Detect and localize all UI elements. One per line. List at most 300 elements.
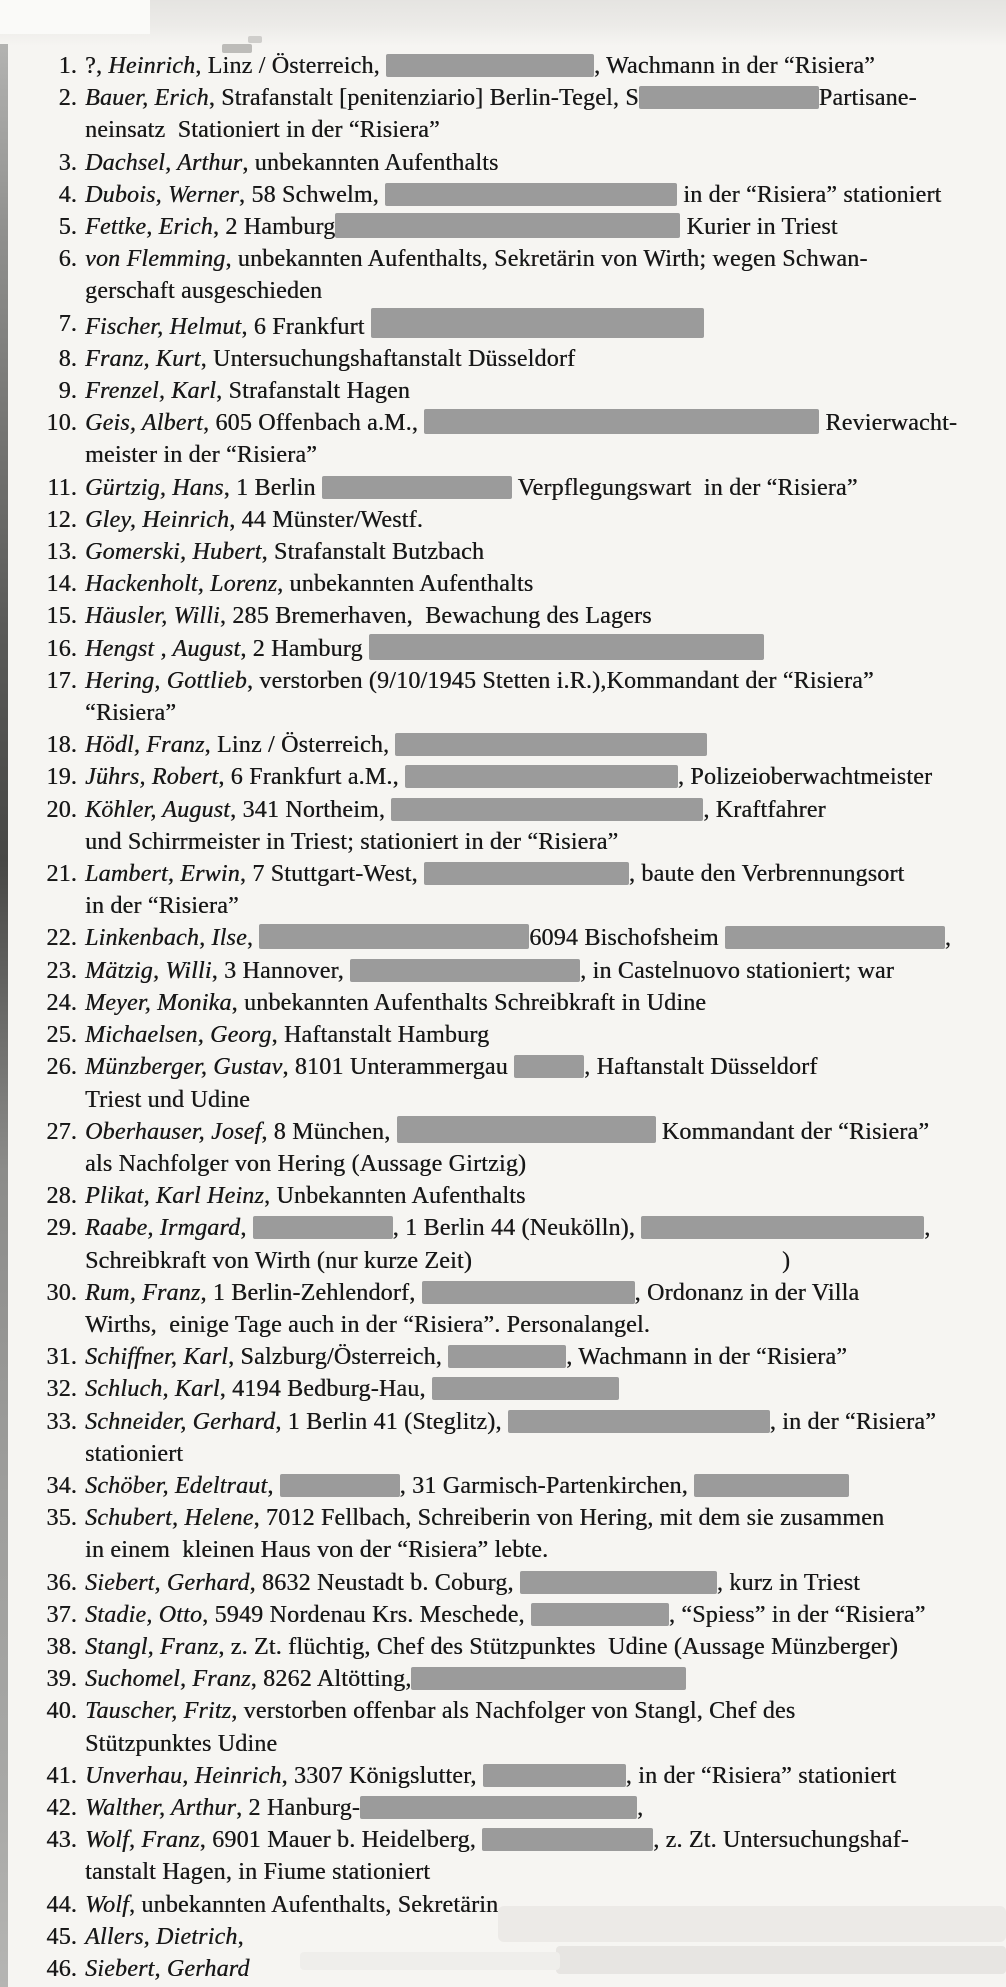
list-item — [33, 407, 998, 471]
entry-text-segment: , 44 Münster/Westf. — [229, 506, 423, 533]
redaction-box — [395, 733, 707, 756]
list-item — [33, 1019, 998, 1051]
entry-text-segment: , Salzburg/Österreich, — [228, 1344, 449, 1371]
person-name: Jührs, Robert — [85, 764, 219, 791]
list-item — [33, 1631, 998, 1663]
entry-number: 36. — [46, 1569, 77, 1596]
entry-text-segment: , Linz / Österreich, — [195, 53, 386, 79]
entry-text — [85, 571, 533, 597]
entry-text-segment: , 31 Garmisch-Partenkirchen, — [399, 1472, 695, 1499]
person-name: Fettke, Erich — [85, 214, 213, 241]
entry-text — [85, 150, 499, 176]
person-name: Bauer, Erich — [85, 85, 209, 112]
person-name: Walther, Arthur — [85, 1794, 237, 1821]
entry-text — [85, 1827, 909, 1885]
entry-text-segment: , Untersuchungshaftanstalt Düsseldorf — [200, 345, 576, 372]
entry-text — [85, 1280, 859, 1338]
entry-text-segment: , — [924, 1215, 931, 1242]
entry-text-segment: “Risiera” — [85, 700, 177, 727]
person-name: Michaelsen, Georg — [85, 1022, 272, 1049]
person-name: Allers, Dietrich — [85, 1923, 238, 1950]
entry-text-segment: , — [237, 1923, 244, 1950]
entry-text-segment: , 6901 Mauer b. Heidelberg, — [199, 1827, 483, 1854]
entry-text-segment: , — [240, 1215, 253, 1242]
entry-text-segment: neinsatz Stationiert in der “Risiera” — [85, 117, 440, 144]
person-name: Hengst , August — [85, 635, 241, 662]
list-item — [33, 1277, 998, 1341]
spacer — [472, 1267, 782, 1268]
entry-number: 29. — [46, 1215, 77, 1242]
entry-text-segment: , 2 Hamburg — [212, 214, 336, 241]
redaction-box — [385, 183, 677, 206]
redaction-box — [514, 1055, 584, 1078]
list-item — [33, 536, 998, 568]
entry-text — [85, 1634, 898, 1660]
entry-text-segment: Partisane- — [818, 85, 917, 112]
entry-number: 19. — [46, 764, 77, 791]
entry-text — [85, 1119, 929, 1177]
entry-number: 13. — [46, 539, 77, 566]
list-item — [33, 665, 998, 729]
person-name: von Flemming — [85, 246, 226, 273]
entry-number: 18. — [46, 732, 77, 759]
list-item — [33, 633, 998, 665]
list-item — [33, 729, 998, 761]
redaction-box — [482, 1828, 653, 1851]
entry-text-segment: , 5949 Nordenau Krs. Meschede, — [202, 1601, 531, 1628]
redaction-box — [397, 1116, 656, 1143]
redaction-box — [508, 1410, 770, 1433]
entry-number: 10. — [46, 410, 77, 437]
entry-number: 26. — [46, 1054, 77, 1081]
person-name: Raabe, Irmgard — [85, 1215, 241, 1242]
scan-artifact — [300, 1952, 560, 1970]
list-item — [33, 82, 998, 146]
person-name: Fischer, Helmut — [85, 313, 242, 340]
list-item — [33, 343, 998, 375]
entry-number: 40. — [46, 1698, 77, 1725]
list-item — [33, 472, 998, 504]
scan-artifact — [498, 1906, 1006, 1942]
entry-text — [85, 539, 484, 565]
entry-text-segment: , 1 Berlin-Zehlendorf, — [200, 1279, 422, 1306]
person-name: Meyer, Monika — [85, 989, 232, 1016]
person-name: Gomerski, Hubert — [85, 539, 262, 566]
entry-number: 37. — [46, 1601, 77, 1628]
entry-text-segment: , 8262 Altötting, — [250, 1666, 412, 1693]
entry-number: 8. — [58, 345, 77, 372]
entry-text — [85, 1924, 244, 1950]
list-item — [33, 504, 998, 536]
entry-text-segment: ) — [781, 1247, 791, 1274]
entry-text-segment: , 285 Bremerhaven, Bewachung des Lagers — [219, 603, 652, 630]
entry-number: 27. — [46, 1118, 77, 1145]
person-name: Gley, Heinrich — [85, 506, 230, 533]
entry-text-segment: , unbekannten Aufenthalts — [242, 149, 499, 176]
entry-number: 39. — [46, 1666, 77, 1693]
entry-text — [85, 636, 764, 662]
entry-text-segment: , Strafanstalt [penitenziario] Berlin-Tegel, S — [208, 85, 639, 112]
entry-text-segment: , 6 Frankfurt a.M., — [218, 764, 405, 791]
entry-text-segment: , — [636, 1794, 644, 1821]
person-name: Schluch, Karl — [85, 1376, 220, 1403]
entry-number: 4. — [58, 181, 77, 208]
entry-text-segment: , Haftanstalt Hamburg — [271, 1022, 490, 1049]
entry-text — [85, 378, 410, 404]
entry-text — [85, 1376, 619, 1402]
entry-text-segment: Kommandant der “Risiera” — [655, 1118, 930, 1145]
entry-text — [85, 1795, 643, 1821]
entry-text-segment: , z. Zt. flüchtig, Chef des Stützpunktes Udine (Aussage Münzberger) — [218, 1633, 898, 1660]
entry-text-segment: Kurier in Triest — [680, 214, 838, 241]
person-name: Schöber, Edeltraut — [85, 1472, 268, 1499]
entry-number: 3. — [58, 149, 77, 176]
entry-text — [85, 314, 704, 340]
entry-number: 28. — [46, 1183, 77, 1210]
entry-text — [85, 764, 932, 790]
entry-text-segment: , 7 Stuttgart-West, — [239, 861, 424, 888]
redaction-box — [391, 798, 703, 821]
entry-text-segment: , Strafanstalt Hagen — [216, 378, 410, 405]
entry-text-segment: , 6 Frankfurt — [241, 313, 371, 340]
entry-text-segment: in einem kleinen Haus von der “Risiera” lebte. — [85, 1537, 549, 1564]
redaction-box — [725, 926, 945, 949]
entry-text-segment: tanstalt Hagen, in Fiume stationiert — [85, 1859, 431, 1886]
entry-text — [85, 475, 858, 501]
person-name: Rum, Franz — [85, 1279, 201, 1306]
entry-text — [85, 797, 826, 855]
person-name: Siebert, Gerhard — [85, 1569, 250, 1596]
entry-number: 42. — [46, 1794, 77, 1821]
entry-text — [85, 346, 575, 372]
entry-number: 15. — [46, 603, 77, 630]
entry-text-segment: meister in der “Risiera” — [85, 442, 318, 469]
redaction-box — [641, 1216, 924, 1239]
entry-text-segment: , kurz in Triest — [716, 1569, 861, 1596]
entry-number: 45. — [46, 1923, 77, 1950]
person-name: Schneider, Gerhard — [85, 1408, 276, 1435]
entry-number: 9. — [58, 378, 77, 405]
entry-text-segment: , 4194 Bedburg-Hau, — [219, 1376, 432, 1403]
entry-text-segment: in der “Risiera” — [85, 893, 239, 920]
redaction-box — [694, 1474, 849, 1497]
entry-text — [85, 182, 941, 208]
entry-text-segment: , 3 Hannover, — [211, 957, 351, 984]
entry-text — [85, 1183, 526, 1209]
entry-text — [85, 861, 904, 919]
entry-text-segment: , unbekannten Aufenthalts, Sekretärin von Wirth; wegen Schwan- — [225, 246, 868, 273]
entry-number: 22. — [46, 925, 77, 952]
person-name: Lambert, Erwin — [85, 861, 240, 888]
entry-text-segment: , Linz / Österreich, — [204, 732, 396, 759]
redaction-box — [639, 86, 819, 109]
entry-text — [85, 507, 423, 533]
entry-number: 7. — [58, 310, 77, 337]
list-item — [33, 794, 998, 858]
entry-text-segment: , Polizeioberwachtmeister — [677, 764, 933, 791]
entry-text-segment: , 7012 Fellbach, Schreiberin von Hering, mit dem sie zusammen — [253, 1505, 885, 1532]
person-name: Linkenbach, Ilse — [85, 925, 247, 952]
redaction-box — [483, 1764, 626, 1787]
list-item — [33, 1502, 998, 1566]
list-item — [33, 922, 998, 954]
list-item — [33, 375, 998, 407]
list-item — [33, 179, 998, 211]
list-item — [33, 761, 998, 793]
list-item — [33, 568, 998, 600]
list-item — [33, 1599, 998, 1631]
list-item — [33, 1663, 998, 1695]
entry-text-segment: , 1 Berlin 41 (Steglitz), — [275, 1408, 508, 1435]
redaction-box — [322, 476, 512, 499]
person-name: Mätzig, Willi — [85, 957, 212, 984]
entry-text — [85, 668, 874, 726]
entry-text — [85, 1215, 930, 1273]
entry-number: 31. — [46, 1344, 77, 1371]
entry-number: 2. — [58, 85, 77, 112]
redaction-box — [405, 765, 678, 788]
entry-text-segment: , 3307 Königslutter, — [281, 1762, 483, 1789]
list-item — [33, 147, 998, 179]
person-name: Unverhau, Heinrich — [85, 1762, 282, 1789]
person-name: Dachsel, Arthur — [85, 149, 243, 176]
scan-artifact — [556, 1946, 1006, 1974]
entry-text — [85, 1409, 936, 1467]
person-name: Schiffner, Karl — [85, 1344, 229, 1371]
list-item — [33, 50, 998, 82]
list-item — [33, 1406, 998, 1470]
list-item — [33, 1567, 998, 1599]
redaction-box — [371, 308, 704, 338]
entry-text — [85, 1473, 849, 1499]
entry-number: 41. — [46, 1762, 77, 1789]
entry-text-segment: , verstorben offenbar als Nachfolger von Stangl, Chef des — [231, 1698, 796, 1725]
entry-number: 25. — [46, 1022, 77, 1049]
entry-text-segment: stationiert — [85, 1440, 184, 1467]
person-name: Schubert, Helene — [85, 1505, 254, 1532]
entry-number: 38. — [46, 1633, 77, 1660]
entry-text — [85, 1505, 884, 1563]
person-name: Tauscher, Fritz — [85, 1698, 232, 1725]
entry-number: 21. — [46, 861, 77, 888]
redaction-box — [411, 1667, 686, 1690]
person-name: Hackenholt, Lorenz — [85, 571, 278, 598]
list-item — [33, 1695, 998, 1759]
person-name: Köhler, August — [85, 796, 231, 823]
list-item — [33, 1470, 998, 1502]
redaction-box — [424, 409, 819, 434]
entry-text-segment: , Haftanstalt Düsseldorf — [584, 1054, 818, 1081]
entry-text-segment: 6094 Bischofsheim — [529, 925, 725, 952]
entry-text-segment: , — [267, 1472, 280, 1499]
entry-text-segment: , Kraftfahrer — [703, 796, 826, 823]
redaction-box — [335, 213, 680, 238]
entry-text — [85, 1698, 795, 1756]
list-item — [33, 211, 998, 243]
entry-text-segment: , Wachmann in der “Risiera” — [566, 1344, 848, 1371]
entry-text-segment: , in der “Risiera” stationiert — [625, 1762, 897, 1789]
entry-number: 34. — [46, 1472, 77, 1499]
entry-number: 30. — [46, 1279, 77, 1306]
entry-text — [85, 1022, 489, 1048]
entry-text-segment: Wirths, einige Tage auch in der “Risiera”. Personalangel. — [85, 1311, 650, 1338]
person-name: Heinrich — [108, 53, 196, 79]
redaction-box — [369, 634, 764, 660]
redaction-box — [424, 862, 629, 885]
redaction-box — [259, 924, 529, 949]
redaction-box — [386, 54, 594, 77]
entry-number: 23. — [46, 957, 77, 984]
person-name: Plikat, Karl Heinz — [85, 1183, 264, 1210]
list-item — [33, 955, 998, 987]
entry-text-segment: , 1 Berlin — [223, 474, 322, 501]
entry-text-segment: , in Castelnuovo stationiert; war — [580, 957, 894, 984]
person-name: Münzberger, Gustav — [85, 1054, 283, 1081]
entry-text-segment: , — [944, 925, 952, 952]
list-item — [33, 987, 998, 1019]
redaction-box — [531, 1603, 669, 1626]
entry-text-segment: , 8101 Unterammergau — [282, 1054, 515, 1081]
entry-text-segment: gerschaft ausgeschieden — [85, 278, 323, 305]
entry-text-segment: , baute den Verbrennungsort — [628, 861, 905, 888]
person-name: Stadie, Otto — [85, 1601, 203, 1628]
entry-text-segment: in der “Risiera” stationiert — [677, 181, 942, 208]
entry-text — [85, 990, 706, 1016]
entry-text-segment: ?, — [85, 53, 109, 79]
entry-text — [85, 214, 838, 240]
person-name: Geis, Albert — [85, 410, 203, 437]
list-item — [33, 1116, 998, 1180]
person-name: Suchomel, Franz — [85, 1666, 251, 1693]
entry-number: 46. — [46, 1955, 77, 1982]
list-item — [33, 308, 998, 343]
entry-text-segment: , 58 Schwelm, — [238, 181, 386, 208]
entry-text-segment: , in der “Risiera” — [769, 1408, 936, 1435]
entry-text-segment: , 605 Offenbach a.M., — [202, 410, 425, 437]
entry-text-segment: , “Spiess” in der “Risiera” — [668, 1601, 926, 1628]
entry-text-segment: , 2 Hamburg — [240, 635, 369, 662]
entry-number: 32. — [46, 1376, 77, 1403]
entry-text-segment: , z. Zt. Untersuchungshaf- — [653, 1827, 909, 1854]
entry-text — [85, 410, 957, 468]
person-name: Wolf, Franz — [85, 1827, 200, 1854]
entry-text-segment: Stützpunktes Udine — [85, 1730, 278, 1757]
entry-text-segment: Revierwacht- — [819, 410, 958, 437]
entry-text-segment: und Schirrmeister in Triest; stationiert in der “Risiera” — [85, 828, 619, 855]
list-item — [33, 1051, 998, 1115]
entry-number: 11. — [47, 474, 77, 501]
entry-number: 33. — [46, 1408, 77, 1435]
person-name: Gürtzig, Hans — [85, 474, 224, 501]
list-item — [33, 1792, 998, 1824]
entry-text — [85, 1344, 847, 1370]
person-name: Dubois, Werner — [85, 181, 239, 208]
entry-text-segment: , Strafanstalt Butzbach — [261, 539, 485, 566]
entry-text — [85, 1763, 896, 1789]
entry-text-segment: Schreibkraft von Wirth (nur kurze Zeit) — [85, 1247, 472, 1274]
entry-number: 6. — [58, 246, 77, 273]
entry-text — [85, 1892, 498, 1918]
entry-text — [85, 1602, 926, 1628]
entry-text — [85, 53, 875, 79]
list-item — [33, 858, 998, 922]
entry-number: 16. — [46, 635, 77, 662]
person-name: Frenzel, Karl — [85, 378, 217, 405]
entry-text — [85, 958, 894, 984]
entry-number: 35. — [46, 1505, 77, 1532]
list-item — [33, 1180, 998, 1212]
redaction-box — [360, 1796, 637, 1819]
list-item — [33, 1212, 998, 1276]
list-item — [33, 1341, 998, 1373]
entry-number: 1. — [58, 53, 77, 79]
entry-text-segment: , 1 Berlin 44 (Neukölln), — [392, 1215, 642, 1242]
entry-number: 14. — [46, 571, 77, 598]
entry-number: 43. — [46, 1827, 77, 1854]
person-name: Hödl, Franz — [85, 732, 205, 759]
entry-text-segment: , 8 München, — [261, 1118, 397, 1145]
entry-number: 12. — [46, 506, 77, 533]
entry-text — [85, 732, 707, 758]
entry-text-segment: , Unbekannten Aufenthalts — [263, 1183, 526, 1210]
list-item — [33, 1824, 998, 1888]
redaction-box — [432, 1377, 619, 1400]
entry-text-segment: , unbekannten Aufenthalts — [277, 571, 534, 598]
list-item — [33, 243, 998, 307]
entry-text-segment: , 341 Northeim, — [230, 796, 392, 823]
entry-text — [85, 1666, 686, 1692]
entry-number: 17. — [46, 667, 77, 694]
list-item — [33, 1760, 998, 1792]
redaction-box — [520, 1571, 717, 1594]
person-name: Wolf — [85, 1891, 129, 1918]
entry-text — [85, 925, 951, 951]
entry-number: 24. — [46, 989, 77, 1016]
entry-text-segment: , Wachmann in der “Risiera” — [594, 53, 875, 79]
redaction-box — [280, 1474, 400, 1497]
entry-text — [85, 1956, 250, 1982]
entry-text-segment: , 2 Hanburg- — [236, 1794, 360, 1821]
redaction-box — [448, 1345, 566, 1368]
entry-text-segment: , unbekannten Aufenthalts Schreibkraft in Udine — [231, 989, 707, 1016]
person-name: Siebert, Gerhard — [85, 1955, 250, 1982]
person-name: Oberhauser, Josef — [85, 1118, 262, 1145]
entry-text-segment: , verstorben (9/10/1945 Stetten i.R.),Kommandant der “Risiera” — [246, 667, 874, 694]
entry-text — [85, 246, 868, 304]
entry-number: 20. — [46, 796, 77, 823]
person-name: Franz, Kurt — [85, 345, 201, 372]
entry-number: 44. — [46, 1891, 77, 1918]
entry-text-segment: , 8632 Neustadt b. Coburg, — [249, 1569, 520, 1596]
entry-text-segment: , — [246, 925, 260, 952]
list-item — [33, 600, 998, 632]
entry-text — [85, 603, 652, 629]
entry-text-segment: Triest und Udine — [85, 1086, 250, 1113]
entry-text — [85, 1570, 860, 1596]
entry-number: 5. — [58, 214, 77, 241]
entry-text — [85, 1054, 817, 1112]
entry-text — [85, 85, 917, 143]
person-name: Häusler, Willi — [85, 603, 220, 630]
entry-text-segment: Verpflegungswart in der “Risiera” — [511, 474, 858, 501]
person-name: Hering, Gottlieb — [85, 667, 247, 694]
redaction-box — [253, 1216, 393, 1239]
entry-text-segment: , unbekannten Aufenthalts, Sekretärin — [128, 1891, 499, 1918]
entry-text-segment: als Nachfolger von Hering (Aussage Girtzig) — [85, 1150, 527, 1177]
redaction-box — [422, 1281, 635, 1304]
redaction-box — [350, 959, 580, 982]
list-item — [33, 1373, 998, 1405]
